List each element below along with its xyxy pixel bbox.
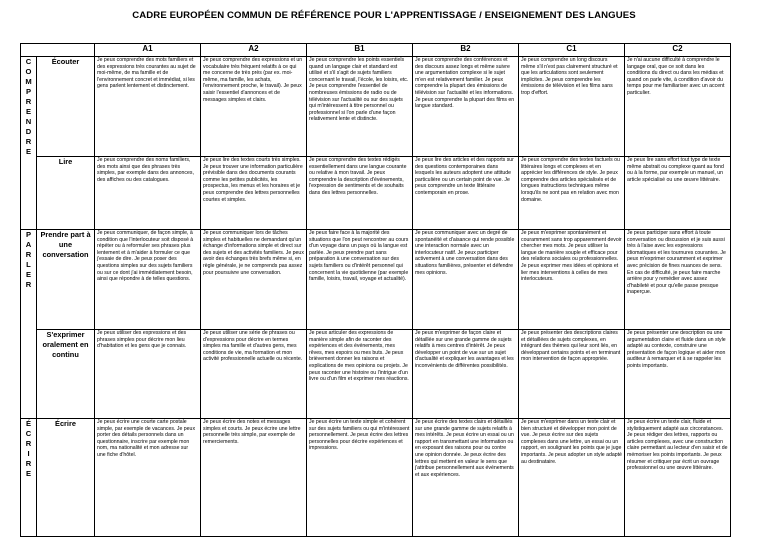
cell-conversation-c2: Je peux participer sans effort à toute conversation ou discussion et je suis aussi très à l'aise avec les expressions idiomatiques et les tournures courantes. Je peux m'exprimer couramment et exprimer avec précision de fines nuances de sens. En cas de difficulté, je peux faire marche arrière pour y remédier avec assez d'habileté et pour qu'elle passe presque inaperçue. xyxy=(625,230,731,330)
skill-oral: S'exprimer oralement en continu xyxy=(37,330,95,419)
level-c2: C2 xyxy=(625,44,731,57)
cell-ecrire-b1: Je peux écrire un texte simple et cohérent sur des sujets familiers ou qui m'intéressent personnellement. Je peux écrire des lettres personnelles pour décrire expériences et impressions. xyxy=(307,419,413,537)
cell-lire-a1: Je peux comprendre des noms familiers, des mots ainsi que des phrases très simples, par exemple dans des annonces, des affiches ou des catalogues. xyxy=(95,157,201,230)
cell-ecrire-c1: Je peux m'exprimer dans un texte clair et bien structuré et développer mon point de vue. Je peux écrire sur des sujets complexes dans une lettre, un essai ou un rapport, en soulignant les points que je juge importants. Je peux adopter un style adapté au destinataire. xyxy=(519,419,625,537)
level-b2: B2 xyxy=(413,44,519,57)
cell-lire-b2: Je peux lire des articles et des rapports sur des questions contemporaines dans lesquels les auteurs adoptent une attitude particulière ou un certain point de vue. Je peux comprendre un texte littéraire contemporain en prose. xyxy=(413,157,519,230)
header-corner xyxy=(21,44,95,57)
cell-lire-b1: Je peux comprendre des textes rédigés essentiellement dans une langue courante ou relative à mon travail. Je peux comprendre la description d'événements, l'expression de sentiments et de souhaits dans des lettres personnelles. xyxy=(307,157,413,230)
cell-conversation-a2: Je peux communiquer lors de tâches simples et habituelles ne demandant qu'un échange d'informations simple et direct sur des sujets et des activités familiers. Je peux avoir des échanges très brefs même si, en règle générale, je ne comprends pas assez pour poursuivre une conversation. xyxy=(201,230,307,330)
header-row xyxy=(21,44,731,57)
cell-oral-a2: Je peux utiliser une série de phrases ou d'expressions pour décrire en termes simples ma famille et d'autres gens, mes conditions de vie, ma formation et mon activité professionnelle actuelle ou récente. xyxy=(201,330,307,419)
cell-ecouter-a1: Je peux comprendre des mots familiers et des expressions très courantes au sujet de moi-même, de ma famille et de l'environnement concret et immédiat, si les gens parlent lentement et distinctement. xyxy=(95,57,201,157)
cell-conversation-b1: Je peux faire face à la majorité des situations que l'on peut rencontrer au cours d'un voyage dans un pays où la langue est parlée. Je peux prendre part sans préparation à une conversation sur des sujets familiers ou d'intérêt personnel qui concernent la vie quotidienne (par exemple famille, loisirs, travail, voyage et actualité). xyxy=(307,230,413,330)
cell-ecrire-a1: Je peux écrire une courte carte postale simple, par exemple de vacances. Je peux porter des détails personnels dans un questionnaire, inscrire par exemple mon nom, ma nationalité et mon adresse sur une fiche d'hôtel. xyxy=(95,419,201,537)
level-b1: B1 xyxy=(307,44,413,57)
cell-lire-a2: Je peux lire des textes courts très simples. Je peux trouver une information particulière prévisible dans des documents courants comme les petites publicités, les prospectus, les menus et les horaires et je peux comprendre des lettres personnelles courtes et simples. xyxy=(201,157,307,230)
cell-ecouter-b1: Je peux comprendre les points essentiels quand un langage clair et standard est utilisé et s'il s'agit de sujets familiers concernant le travail, l'école, les loisirs, etc. Je peux comprendre l'essentiel de nombreuses émissions de radio ou de télévision sur l'actualité ou sur des sujets qui m'intéressent à titre personnel ou professionnel si l'on parle d'une façon relativement lente et distincte. xyxy=(307,57,413,157)
cell-ecouter-a2: Je peux comprendre des expressions et un vocabulaire très fréquent relatifs à ce qui me concerne de très près (par ex. moi-même, ma famille, les achats, l'environnement proche, le travail). Je peux saisir l'essentiel d'annonces et de messages simples et clairs. xyxy=(201,57,307,157)
cell-oral-a1: Je peux utiliser des expressions et des phrases simples pour décrire mon lieu d'habitation et les gens que je connais. xyxy=(95,330,201,419)
skill-ecouter: Écouter xyxy=(37,57,95,157)
level-a2: A2 xyxy=(201,44,307,57)
cell-ecrire-c2: Je peux écrire un texte clair, fluide et stylistiquement adapté aux circonstances. Je peux rédiger des lettres, rapports ou articles complexes, avec une construction claire permettant au lecteur d'en saisir et de mémoriser les points importants. Je peux résumer et critiquer par écrit un ouvrage professionnel ou une œuvre littéraire. xyxy=(625,419,731,537)
section-comprendre: C O M P R E N D R E xyxy=(21,57,37,230)
cell-oral-c2: Je peux présenter une description ou une argumentation claire et fluide dans un style adapté au contexte, construire une présentation de façon logique et aider mon auditeur à remarquer et à se rappeler les points importants. xyxy=(625,330,731,419)
row-oral xyxy=(21,330,731,419)
cecrl-grid xyxy=(20,43,731,537)
cell-conversation-c1: Je peux m'exprimer spontanément et couramment sans trop apparemment devoir chercher mes mots. Je peux utiliser la langue de manière souple et efficace pour des relations sociales ou professionnelles. Je peux exprimer mes idées et opinions et lier mes interventions à celles de mes interlocuteurs. xyxy=(519,230,625,330)
section-parler: P A R L E R xyxy=(21,230,37,419)
row-ecrire xyxy=(21,419,731,537)
cell-conversation-a1: Je peux communiquer, de façon simple, à condition que l'interlocuteur soit disposé à répéter ou à reformuler ses phrases plus lentement et à m'aider à formuler ce que j'essaie de dire. Je peux poser des questions simples sur des sujets familiers ou sur ce dont j'ai immédiatement besoin, ainsi que répondre à de telles questions. xyxy=(95,230,201,330)
skill-lire: Lire xyxy=(37,157,95,230)
document-title: CADRE EUROPÉEN COMMUN DE RÉFÉRENCE POUR L'APPRENTISSAGE / ENSEIGNEMENT DES LANGUES xyxy=(132,10,636,21)
cell-conversation-b2: Je peux communiquer avec un degré de spontanéité et d'aisance qui rende possible une interaction normale avec un interlocuteur natif. Je peux participer activement à une conversation dans des situations familières, présenter et défendre mes opinions. xyxy=(413,230,519,330)
cell-ecouter-c1: Je peux comprendre un long discours même s'il n'est pas clairement structuré et que les articulations sont seulement implicites. Je peux comprendre les émissions de télévision et les films sans trop d'effort. xyxy=(519,57,625,157)
cell-ecouter-b2: Je peux comprendre des conférences et des discours assez longs et même suivre une argumentation complexe si le sujet m'en est relativement familier. Je peux comprendre la plupart des émissions de télévision sur l'actualité et les informations. Je peux comprendre la plupart des films en langue standard. xyxy=(413,57,519,157)
row-conversation xyxy=(21,230,731,330)
cell-oral-b2: Je peux m'exprimer de façon claire et détaillée sur une grande gamme de sujets relatifs à mes centres d'intérêt. Je peux développer un point de vue sur un sujet d'actualité et expliquer les avantages et les inconvénients de différentes possibilités. xyxy=(413,330,519,419)
cell-lire-c2: Je peux lire sans effort tout type de texte même abstrait ou complexe quant au fond ou à la forme, par exemple un manuel, un article spécialisé ou une œuvre littéraire. xyxy=(625,157,731,230)
cell-lire-c1: Je peux comprendre des textes factuels ou littéraires longs et complexes et en apprécier les différences de style. Je peux comprendre des articles spécialisés et de longues instructions techniques même lorsqu'ils ne sont pas en relation avec mon domaine. xyxy=(519,157,625,230)
cell-ecrire-a2: Je peux écrire des notes et messages simples et courts. Je peux écrire une lettre personnelle très simple, par exemple de remerciements. xyxy=(201,419,307,537)
level-a1: A1 xyxy=(95,44,201,57)
section-ecrire: É C R I R E xyxy=(21,419,37,537)
row-lire xyxy=(21,157,731,230)
skill-conversation: Prendre part à une conversation xyxy=(37,230,95,330)
cell-oral-c1: Je peux présenter des descriptions claires et détaillées de sujets complexes, en intégrant des thèmes qui leur sont liés, en développant certains points et en terminant mon intervention de façon appropriée. xyxy=(519,330,625,419)
cell-oral-b1: Je peux articuler des expressions de manière simple afin de raconter des expériences et des événements, mes rêves, mes espoirs ou mes buts. Je peux brièvement donner les raisons et explications de mes opinions ou projets. Je peux raconter une histoire ou l'intrigue d'un livre ou d'un film et exprimer mes réactions. xyxy=(307,330,413,419)
level-c1: C1 xyxy=(519,44,625,57)
skill-ecrire: Écrire xyxy=(37,419,95,537)
row-ecouter xyxy=(21,57,731,157)
cell-ecouter-c2: Je n'ai aucune difficulté à comprendre le langage oral, que ce soit dans les conditions du direct ou dans les médias et quand on parle vite, à condition d'avoir du temps pour me familiariser avec un accent particulier. xyxy=(625,57,731,157)
cell-ecrire-b2: Je peux écrire des textes clairs et détaillés sur une grande gamme de sujets relatifs à mes intérêts. Je peux écrire un essai ou un rapport en transmettant une information ou en exposant des raisons pour ou contre une opinion donnée. Je peux écrire des lettres qui mettent en valeur le sens que j'attribue personnellement aux événements et aux expériences. xyxy=(413,419,519,537)
